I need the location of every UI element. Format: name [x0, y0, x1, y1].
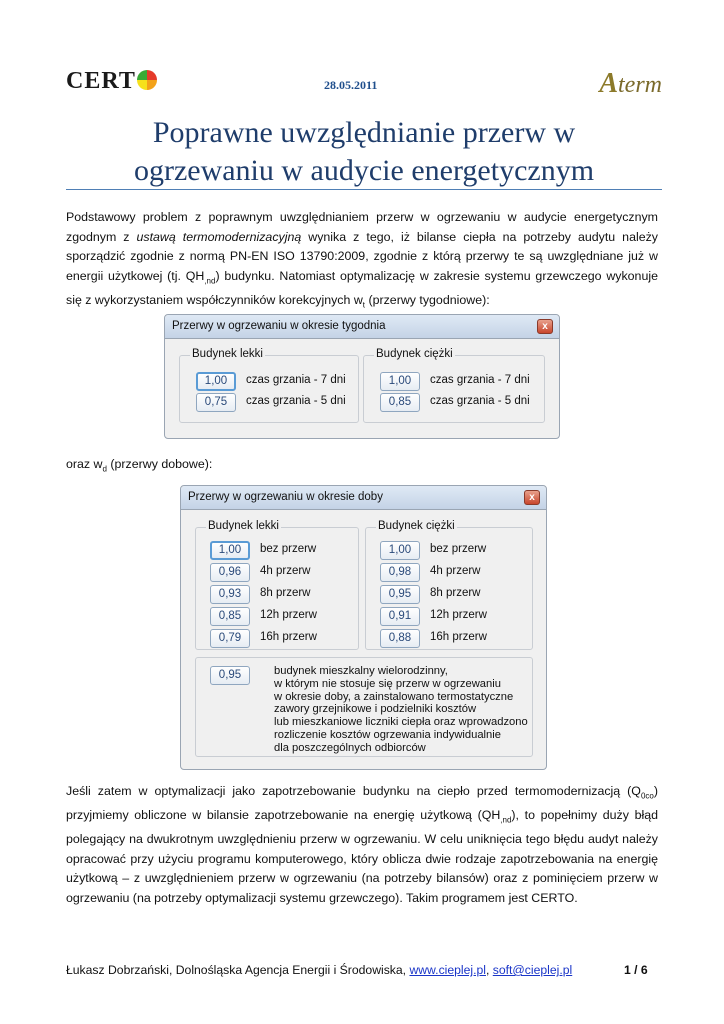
heavy-building-group: [365, 520, 533, 650]
description-line: dla poszczególnych odbiorców: [274, 741, 426, 754]
coefficient-button[interactable]: 0,91: [380, 607, 420, 626]
coefficient-button[interactable]: 1,00: [196, 372, 236, 391]
group-label: Budynek lekki: [208, 520, 279, 532]
coefficient-button[interactable]: 1,00: [380, 541, 420, 560]
row-label: 4h przerw: [430, 565, 481, 577]
row-label: 4h przerw: [260, 565, 311, 577]
close-icon[interactable]: x: [537, 319, 553, 334]
website-link[interactable]: www.cieplej.pl: [409, 963, 486, 977]
description-line: lub mieszkaniowe liczniki ciepła oraz wprowadzono: [274, 716, 528, 729]
row-label: 12h przerw: [430, 609, 487, 621]
coefficient-button[interactable]: 0,98: [380, 563, 420, 582]
multifamily-group: [195, 657, 533, 757]
weekly-breaks-dialog: [164, 314, 560, 439]
description-line: rozliczenie kosztów ogrzewania indywidualnie: [274, 728, 501, 741]
row-label: 8h przerw: [260, 587, 311, 599]
light-building-group: [195, 520, 359, 650]
group-label: Budynek ciężki: [378, 520, 455, 532]
dialog-title: Przerwy w ogrzewaniu w okresie doby: [188, 491, 383, 503]
intro-paragraph: Podstawowy problem z poprawnym uwzględnianiem przerw w ogrzewaniu w audycie energetycznym zgodnym z ustawą termomodernizacyjną wynika z tego, iż bilanse ciepła na potrzeby audytu należy sporządzić zgodnie z normą PN-EN ISO 13790:2009, zgodnie z którą przerwy te są uwzględniane już w energii użytkowej (tj. $QH_{,nd}$) budynku. Natomiast optymalizację w zakresie systemu grzewczego wykonuje się z wykorzystaniem współczynników korekcyjnych $w_t$ (przerwy tygodniowe):: [66, 210, 658, 310]
row-label: 8h przerw: [430, 587, 481, 599]
document-date: 28.05.2011: [324, 78, 378, 92]
coefficient-button[interactable]: 0,95: [210, 666, 250, 685]
certo-logo-circle-icon: [137, 70, 157, 90]
page-number: 1 / 6: [624, 963, 648, 977]
coefficient-button[interactable]: 0,85: [210, 607, 250, 626]
row-label: czas grzania - 7 dni: [430, 374, 530, 386]
document-title: [66, 114, 662, 190]
daily-breaks-dialog: [180, 485, 547, 770]
row-label: 16h przerw: [430, 631, 487, 643]
title-divider: [66, 189, 662, 190]
row-label: 12h przerw: [260, 609, 317, 621]
light-building-group: [179, 348, 359, 423]
title-line-2: ogrzewaniu w audycie energetycznym: [133, 154, 595, 187]
aterm-logo: Aterm: [599, 68, 662, 99]
daily-breaks-intro: oraz $w_d$ (przerwy dobowe):: [66, 457, 213, 474]
multifamily-description: [274, 665, 528, 755]
dialog-titlebar: [181, 486, 546, 510]
group-label: Budynek lekki: [192, 348, 263, 360]
certo-logo: CERT: [66, 68, 157, 95]
row-label: czas grzania - 7 dni: [246, 374, 346, 386]
title-line-1: Poprawne uwzględnianie przerw w: [152, 116, 576, 149]
coefficient-button[interactable]: 0,93: [210, 585, 250, 604]
page-header: [66, 64, 662, 98]
coefficient-button[interactable]: 0,88: [380, 629, 420, 648]
coefficient-button[interactable]: 0,85: [380, 393, 420, 412]
close-icon[interactable]: x: [524, 490, 540, 505]
row-label: 16h przerw: [260, 631, 317, 643]
description-line: w okresie doby, a zainstalowano termostatyczne: [274, 690, 514, 703]
description-line: budynek mieszkalny wielorodzinny,: [274, 665, 448, 677]
page-footer: Łukasz Dobrzański, Dolnośląska Agencja Energii i Środowiska, www.cieplej.pl, soft@cieplej.pl: [66, 963, 573, 977]
coefficient-button[interactable]: 0,79: [210, 629, 250, 648]
coefficient-button[interactable]: 0,75: [196, 393, 236, 412]
heavy-building-group: [363, 348, 545, 423]
description-line: zawory grzejnikowe i podzielniki kosztów: [274, 703, 477, 716]
row-label: czas grzania - 5 dni: [430, 395, 530, 407]
dialog-title: Przerwy w ogrzewaniu w okresie tygodnia: [172, 320, 386, 332]
coefficient-button[interactable]: 0,95: [380, 585, 420, 604]
coefficient-button[interactable]: 1,00: [380, 372, 420, 391]
row-label: bez przerw: [430, 543, 487, 555]
group-label: Budynek ciężki: [376, 348, 453, 360]
row-label: bez przerw: [260, 543, 317, 555]
description-line: w którym nie stosuje się przerw w ogrzewaniu: [274, 677, 501, 690]
footer-author: Łukasz Dobrzański, Dolnośląska Agencja Energii i Środowiska,: [66, 963, 410, 977]
dialog-titlebar: [165, 315, 559, 339]
coefficient-button[interactable]: 0,96: [210, 563, 250, 582]
row-label: czas grzania - 5 dni: [246, 395, 346, 407]
conclusion-paragraph: Jeśli zatem w optymalizacji jako zapotrzebowanie budynku na ciepło przed termomodernizacją $(Q_{0co})$ przyjmiemy obliczone w bilansie zapotrzebowanie na energię użytkową $(QH_{,nd})$, to popełnimy duży błąd polegający na dwukrotnym uwzględnieniu przerw w ogrzewaniu. W celu uniknięcia tego błędu audyt należy opracować przy użyciu programu komputerowego, który oblicza dwie rodzaje zapotrzebowania na energię użytkową – z uwzględnieniem przerw w ogrzewaniu (na potrzeby bilansów) oraz z pominięciem przerw w ogrzewaniu (na potrzeby optymalizacji systemu grzewczego). Takim programem jest CERTO.: [66, 784, 658, 905]
coefficient-button[interactable]: 1,00: [210, 541, 250, 560]
email-link[interactable]: soft@cieplej.pl: [492, 963, 573, 977]
